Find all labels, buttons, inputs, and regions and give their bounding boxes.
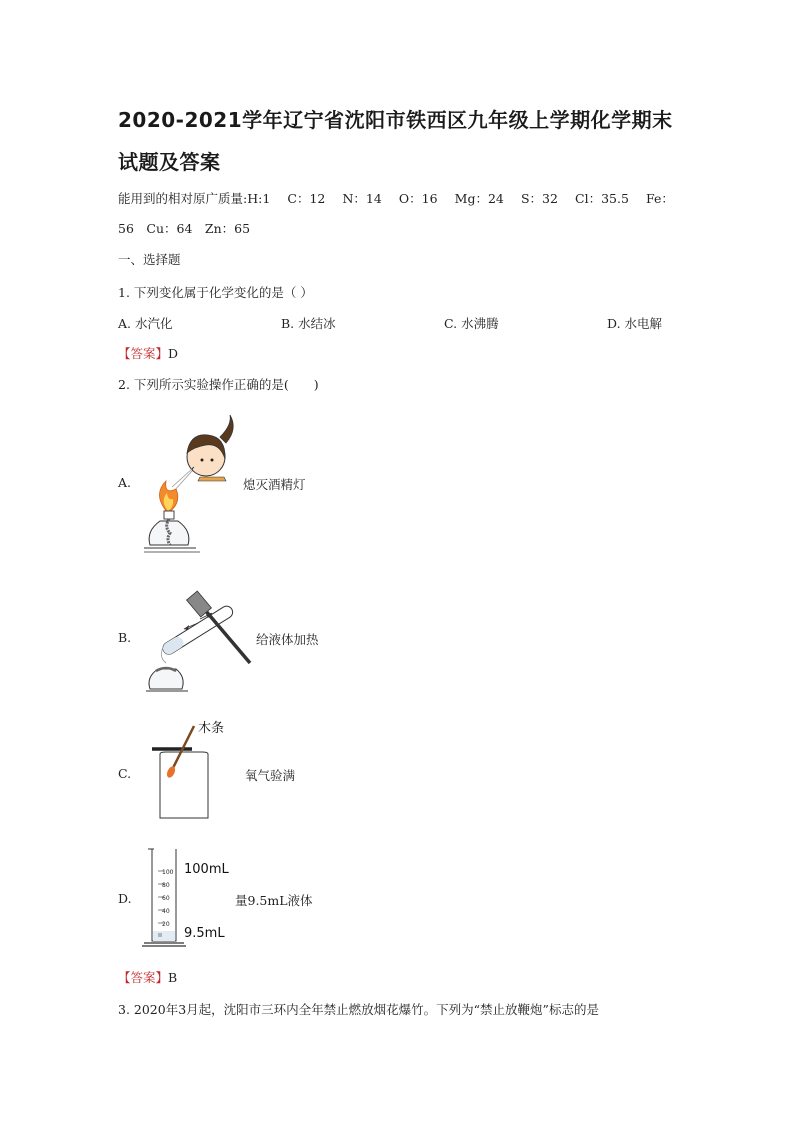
question-1-answer [118, 344, 178, 362]
answer-value: B [168, 970, 178, 985]
blowing-out-lamp-figure [140, 415, 240, 555]
option-d: D. 水电解 [607, 316, 663, 331]
scale-label: 60 [162, 895, 170, 902]
option-c: C. 水沸腾 [444, 316, 499, 331]
option-c-label: C. [118, 766, 132, 781]
option-a-label: A. [118, 475, 132, 490]
question-3-stem: 3. 2020年3月起，沈阳市三环内全年禁止燃放烟花爆竹。下列为“禁止放鞭炮”标志的是 [118, 1002, 599, 1017]
answer-tag: 【答案】 [118, 970, 169, 985]
option-b: B. 水结冰 [281, 316, 336, 331]
option-a-description: 熄灭酒精灯 [243, 477, 306, 492]
question-2-stem: 2. 下列所示实验操作正确的是( ) [118, 377, 319, 392]
section-heading: 一、选择题 [118, 252, 181, 267]
scale-label: 20 [162, 921, 170, 928]
answer-tag: 【答案】 [118, 346, 169, 361]
option-b-label: B. [118, 630, 132, 645]
heating-liquid-figure [140, 585, 260, 695]
cylinder-capacity-label: 100mL [184, 862, 229, 877]
question-1-stem: 1. 下列变化属于化学变化的是（ ） [118, 285, 313, 300]
wood-strip-label: 木条 [198, 721, 225, 736]
document-title-line-1: 2020-2021学年辽宁省沈阳市铁西区九年级上学期化学期末 [118, 108, 673, 132]
atomic-mass-prefix: 能用到的相对原广质量:H:1 [118, 191, 271, 206]
document-title-line-2: 试题及答案 [118, 150, 221, 174]
graduated-cylinder-figure [140, 845, 230, 953]
atomic-mass-line-2: 56 Cu：64 Zn：65 [118, 221, 251, 236]
atomic-mass-item: C：12 [287, 191, 326, 206]
atomic-mass-item: Cl：35.5 [575, 191, 629, 206]
atomic-mass-item: Fe： [646, 191, 674, 206]
option-d-label: D. [118, 891, 132, 906]
atomic-mass-item: O：16 [398, 191, 438, 206]
scale-label: 100 [162, 869, 174, 876]
option-a: A. 水汽化 [118, 316, 173, 331]
atomic-mass-item: N：14 [342, 191, 382, 206]
atomic-mass-line [118, 189, 674, 207]
question-2-answer [118, 968, 177, 986]
option-c-description: 氧气验满 [245, 768, 296, 783]
oxygen-test-figure [150, 714, 240, 824]
option-d-description: 量9.5mL液体 [235, 893, 313, 908]
scale-label: 80 [162, 882, 170, 889]
target-volume-label: 9.5mL [184, 926, 225, 941]
option-b-description: 给液体加热 [256, 632, 319, 647]
atomic-mass-item: Mg：24 [454, 191, 504, 206]
scale-label: 40 [162, 908, 170, 915]
atomic-mass-item: S：32 [520, 191, 558, 206]
answer-value: D [168, 346, 179, 361]
